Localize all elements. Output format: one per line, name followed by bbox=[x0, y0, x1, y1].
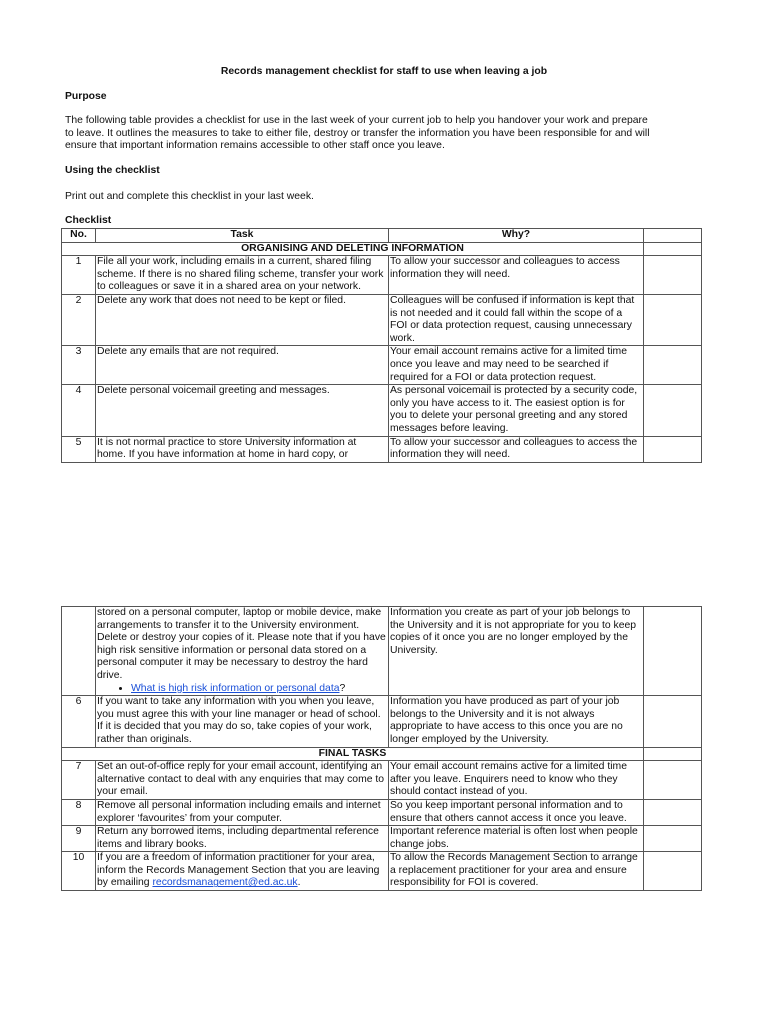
tick-cell[interactable] bbox=[644, 256, 702, 295]
tick-cell[interactable] bbox=[644, 294, 702, 345]
table-row bbox=[62, 696, 702, 747]
col-header-no: No. bbox=[62, 229, 96, 243]
task-cell: Remove all personal information including emails and internet explorer ‘favourites’ from your computer. bbox=[96, 799, 389, 825]
using-heading: Using the checklist bbox=[65, 165, 160, 176]
col-header-task: Task bbox=[96, 229, 389, 243]
why-cell: To allow your successor and colleagues to access information they will need. bbox=[389, 256, 644, 295]
tick-cell[interactable] bbox=[644, 242, 702, 256]
why-cell: Information you have produced as part of your job belongs to the University and it is not always appropriate to have access to this once you are no longer employed by the University. bbox=[389, 696, 644, 747]
page-title: Records management checklist for staff to use when leaving a job bbox=[220, 66, 548, 77]
row-number: 5 bbox=[62, 436, 96, 462]
row-number: 1 bbox=[62, 256, 96, 295]
why-cell: So you keep important personal information and to ensure that others cannot access it once you leave. bbox=[389, 799, 644, 825]
tick-cell[interactable] bbox=[644, 385, 702, 436]
task-cell: It is not normal practice to store University information at home. If you have information at home in hard copy, or bbox=[96, 436, 389, 462]
records-email-link[interactable]: recordsmanagement@ed.ac.uk bbox=[152, 877, 298, 889]
list-item bbox=[131, 683, 387, 696]
tick-cell[interactable] bbox=[644, 346, 702, 385]
checklist-heading: Checklist bbox=[65, 215, 112, 226]
why-cell: Important reference material is often lost when people change jobs. bbox=[389, 826, 644, 852]
task-cell bbox=[96, 852, 389, 891]
col-header-why: Why? bbox=[389, 229, 644, 243]
using-text: Print out and complete this checklist in your last week. bbox=[65, 191, 314, 202]
section-title: ORGANISING AND DELETING INFORMATION bbox=[62, 242, 644, 256]
why-cell: Colleagues will be confused if information is kept that is not needed and it could fall within the scope of a FOI or data protection request, causing unnecessary work. bbox=[389, 294, 644, 345]
table-header-row bbox=[62, 229, 702, 243]
row-number: 7 bbox=[62, 761, 96, 800]
table-row bbox=[62, 256, 702, 295]
tick-cell[interactable] bbox=[644, 436, 702, 462]
task-cell: Set an out-of-office reply for your email account, identifying an alternative contact to deal with any enquiries that may come to your email. bbox=[96, 761, 389, 800]
task-cell: Delete any emails that are not required. bbox=[96, 346, 389, 385]
checklist-table-part2 bbox=[61, 606, 702, 891]
table-row bbox=[62, 346, 702, 385]
tick-cell[interactable] bbox=[644, 747, 702, 761]
col-header-blank bbox=[644, 229, 702, 243]
why-cell: As personal voicemail is protected by a security code, only you have access to it. The easiest option is for you to delete your personal greeting and any stored messages before leaving. bbox=[389, 385, 644, 436]
task-cell: Return any borrowed items, including departmental reference items and library books. bbox=[96, 826, 389, 852]
task-cell: If you want to take any information with you when you leave, you must agree this with your line manager or head of school. If it is decided that you may do so, take copies of your work, rather than originals. bbox=[96, 696, 389, 747]
why-cell: Information you create as part of your job belongs to the University and it is not appropriate for you to keep copies of it once you are no longer employed by the University. bbox=[389, 607, 644, 696]
high-risk-info-link[interactable]: What is high risk information or personal data bbox=[131, 682, 340, 694]
purpose-heading: Purpose bbox=[65, 91, 107, 102]
row-number: 6 bbox=[62, 696, 96, 747]
row-number: 2 bbox=[62, 294, 96, 345]
why-cell: To allow the Records Management Section to arrange a replacement practitioner for your area and ensure responsibility for FOI is covered. bbox=[389, 852, 644, 891]
table-row bbox=[62, 294, 702, 345]
tick-cell[interactable] bbox=[644, 852, 702, 891]
task-text: If you are a freedom of information practitioner for your area, inform the Records Management Section that you are leaving by emailing bbox=[97, 852, 380, 889]
table-row bbox=[62, 385, 702, 436]
row-number: 4 bbox=[62, 385, 96, 436]
tick-cell[interactable] bbox=[644, 607, 702, 696]
tick-cell[interactable] bbox=[644, 696, 702, 747]
section-title: FINAL TASKS bbox=[62, 747, 644, 761]
task-cell: File all your work, including emails in a current, shared filing scheme. If there is no shared filing scheme, transfer your work to colleagues or save it in a shared area on your network. bbox=[96, 256, 389, 295]
table-row bbox=[62, 826, 702, 852]
task-cell: Delete personal voicemail greeting and messages. bbox=[96, 385, 389, 436]
task-cell bbox=[96, 607, 389, 696]
table-row bbox=[62, 436, 702, 462]
table-row-continued bbox=[62, 607, 702, 696]
section-row-final-tasks bbox=[62, 747, 702, 761]
checklist-table-part1 bbox=[61, 228, 702, 463]
why-cell: To allow your successor and colleagues to access the information they will need. bbox=[389, 436, 644, 462]
bullet-tail: ? bbox=[339, 682, 346, 694]
table-row bbox=[62, 852, 702, 891]
table-row bbox=[62, 799, 702, 825]
tick-cell[interactable] bbox=[644, 826, 702, 852]
why-cell: Your email account remains active for a limited time once you leave and may need to be searched if required for a FOI or data protection request. bbox=[389, 346, 644, 385]
task-text: stored on a personal computer, laptop or mobile device, make arrangements to transfer it to the University environment. Delete or destroy your copies of it. Please note that if you have high risk sensitive information or personal data stored on a personal computer it may be necessary to destroy the hard drive. bbox=[97, 607, 386, 681]
task-text-end: . bbox=[297, 877, 301, 889]
table-row bbox=[62, 761, 702, 800]
section-row-organising bbox=[62, 242, 702, 256]
task-cell: Delete any work that does not need to be kept or filed. bbox=[96, 294, 389, 345]
row-number: 3 bbox=[62, 346, 96, 385]
row-number: 9 bbox=[62, 826, 96, 852]
row-number: 8 bbox=[62, 799, 96, 825]
row-number-empty bbox=[62, 607, 96, 696]
tick-cell[interactable] bbox=[644, 761, 702, 800]
bullet-list bbox=[97, 683, 387, 696]
tick-cell[interactable] bbox=[644, 799, 702, 825]
row-number: 10 bbox=[62, 852, 96, 891]
purpose-text: The following table provides a checklist for use in the last week of your current job to help you handover your work and prepare to leave. It outlines the measures to take to either file, destroy or transfer the information you have been responsible for and will ensure that important information remains accessible to other staff once you leave. bbox=[65, 115, 650, 152]
why-cell: Your email account remains active for a limited time after you leave. Enquirers need to know who they should contact instead of you. bbox=[389, 761, 644, 800]
